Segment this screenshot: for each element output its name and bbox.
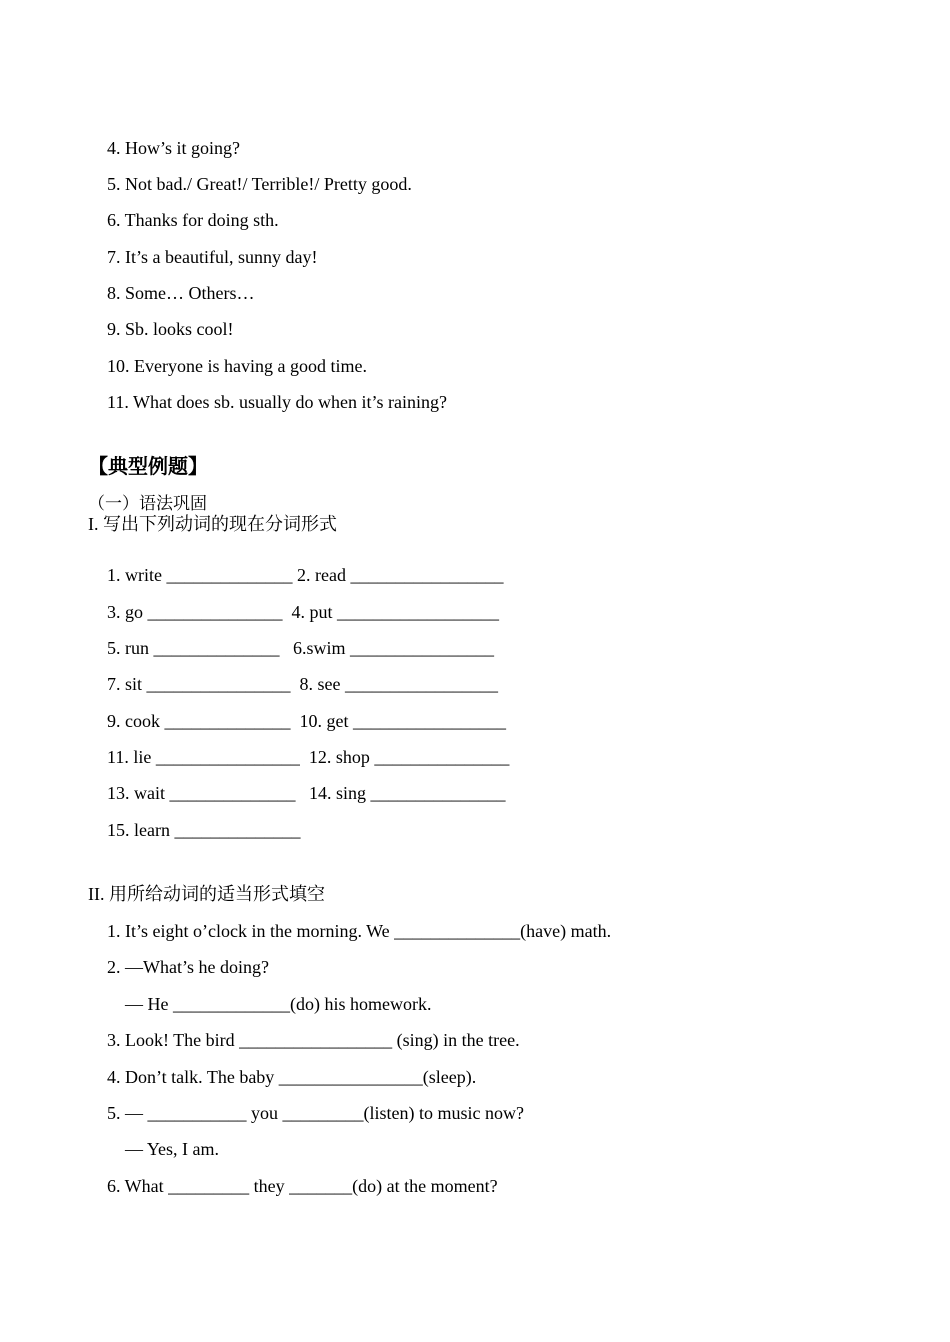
exercise-row: 1. It’s eight o’clock in the morning. We ______________(have) math. xyxy=(107,921,612,941)
exercise-row: — Yes, I am. xyxy=(107,1139,220,1159)
section-heading: 【典型例题】 xyxy=(88,454,208,478)
exercise-row: 6. What _________ they _______(do) at the moment? xyxy=(107,1176,498,1196)
part2-title: II. 用所给动词的适当形式填空 xyxy=(88,884,325,904)
subsection-title: （一）语法巩固 xyxy=(88,494,207,514)
exercise-row: 5. — ___________ you _________(listen) to music now? xyxy=(107,1103,524,1123)
exercise-row: 2. —What’s he doing? xyxy=(107,957,269,977)
exercise-row: 4. Don’t talk. The baby ________________(sleep). xyxy=(107,1067,477,1087)
exercise-row: 3. Look! The bird _________________ (sing) in the tree. xyxy=(107,1030,520,1050)
phrase-item: 10. Everyone is having a good time. xyxy=(107,356,367,376)
exercise-row: 1. write ______________ 2. read _________________ xyxy=(107,565,504,585)
exercise-row: — He _____________(do) his homework. xyxy=(107,994,432,1014)
phrase-item: 5. Not bad./ Great!/ Terrible!/ Pretty good. xyxy=(107,174,412,194)
phrase-item: 8. Some… Others… xyxy=(107,283,255,303)
exercise-row: 15. learn ______________ xyxy=(107,820,301,840)
phrase-item: 4. How’s it going? xyxy=(107,138,240,158)
part1-title: I. 写出下列动词的现在分词形式 xyxy=(88,514,337,534)
exercise-row: 3. go _______________ 4. put __________________ xyxy=(107,602,500,622)
exercise-row: 11. lie ________________ 12. shop _______________ xyxy=(107,747,510,767)
phrase-item: 6. Thanks for doing sth. xyxy=(107,210,279,230)
exercise-row: 13. wait ______________ 14. sing _______________ xyxy=(107,783,506,803)
phrase-item: 11. What does sb. usually do when it’s raining? xyxy=(107,392,447,412)
exercise-row: 9. cook ______________ 10. get _________________ xyxy=(107,711,506,731)
exercise-row: 7. sit ________________ 8. see _________________ xyxy=(107,674,498,694)
exercise-row: 5. run ______________ 6.swim ________________ xyxy=(107,638,494,658)
phrase-item: 9. Sb. looks cool! xyxy=(107,319,234,339)
phrase-item: 7. It’s a beautiful, sunny day! xyxy=(107,247,318,267)
